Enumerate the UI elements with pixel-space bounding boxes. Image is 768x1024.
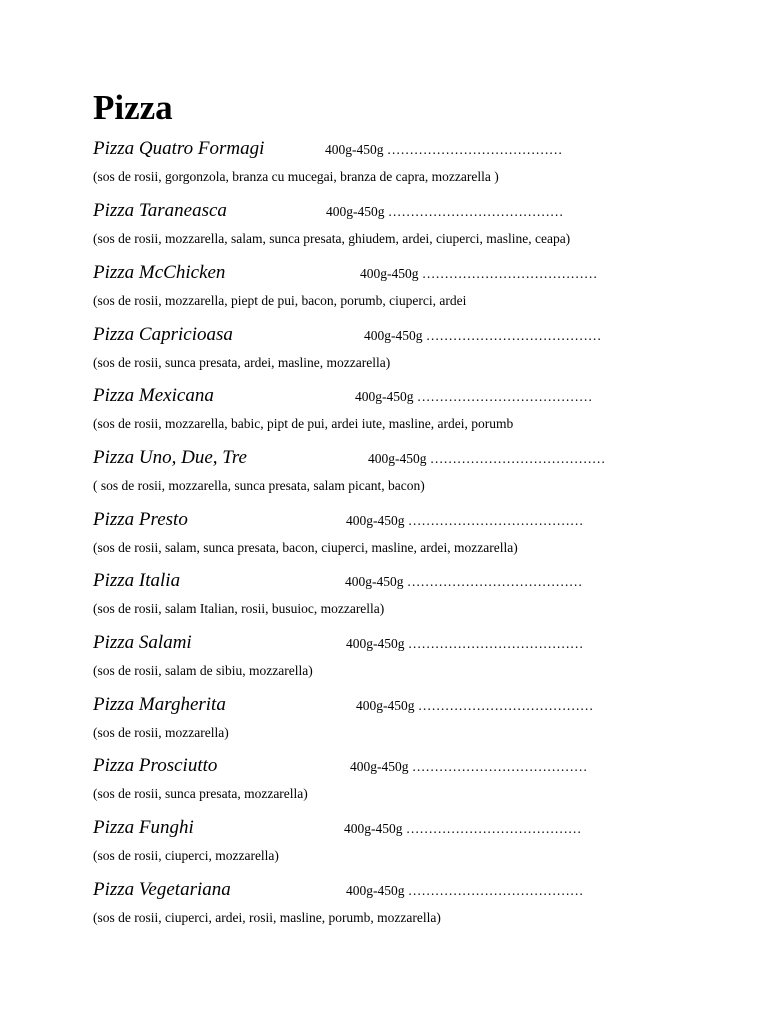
pizza-ingredients: ( sos de rosii, mozzarella, sunca presata, salam picant, bacon) bbox=[93, 478, 425, 493]
pizza-weight: 400g-450g ………………………………… bbox=[350, 759, 588, 774]
menu-item bbox=[93, 816, 753, 872]
menu-item bbox=[93, 199, 753, 255]
pizza-ingredients: (sos de rosii, gorgonzola, branza cu mucegai, branza de capra, mozzarella ) bbox=[93, 169, 499, 184]
menu-item bbox=[93, 384, 753, 440]
pizza-name: Pizza Mexicana bbox=[93, 385, 214, 406]
menu-item bbox=[93, 508, 753, 564]
pizza-name: Pizza Capricioasa bbox=[93, 324, 233, 345]
pizza-weight: 400g-450g ………………………………… bbox=[346, 636, 584, 651]
pizza-name: Pizza McChicken bbox=[93, 262, 226, 283]
pizza-weight: 400g-450g ………………………………… bbox=[325, 142, 563, 157]
pizza-name: Pizza Presto bbox=[93, 509, 188, 530]
pizza-ingredients: (sos de rosii, salam, sunca presata, bacon, ciuperci, masline, ardei, mozzarella) bbox=[93, 540, 518, 555]
pizza-ingredients: (sos de rosii, salam Italian, rosii, busuioc, mozzarella) bbox=[93, 601, 385, 616]
menu-heading: Pizza bbox=[93, 88, 173, 127]
pizza-ingredients: (sos de rosii, mozzarella) bbox=[93, 725, 229, 740]
pizza-ingredients: (sos de rosii, sunca presata, mozzarella) bbox=[93, 786, 308, 801]
menu-item bbox=[93, 693, 753, 749]
pizza-name: Pizza Italia bbox=[93, 570, 181, 591]
pizza-ingredients: (sos de rosii, ciuperci, ardei, rosii, masline, porumb, mozzarella) bbox=[93, 910, 441, 925]
pizza-name: Pizza Taraneasca bbox=[93, 200, 227, 221]
pizza-weight: 400g-450g ………………………………… bbox=[346, 883, 584, 898]
pizza-weight: 400g-450g ………………………………… bbox=[368, 451, 606, 466]
menu-item bbox=[93, 261, 753, 317]
pizza-name: Pizza Funghi bbox=[93, 817, 194, 838]
pizza-name: Pizza Vegetariana bbox=[93, 879, 231, 900]
pizza-weight: 400g-450g ………………………………… bbox=[344, 821, 582, 836]
pizza-weight: 400g-450g ………………………………… bbox=[345, 574, 583, 589]
pizza-weight: 400g-450g ………………………………… bbox=[364, 328, 602, 343]
pizza-name: Pizza Prosciutto bbox=[93, 755, 218, 776]
menu-item bbox=[93, 878, 753, 934]
pizza-ingredients: (sos de rosii, sunca presata, ardei, masline, mozzarella) bbox=[93, 355, 391, 370]
pizza-ingredients: (sos de rosii, ciuperci, mozzarella) bbox=[93, 848, 279, 863]
pizza-ingredients: (sos de rosii, salam de sibiu, mozzarella) bbox=[93, 663, 313, 678]
menu-item bbox=[93, 137, 753, 193]
pizza-ingredients: (sos de rosii, mozzarella, salam, sunca presata, ghiudem, ardei, ciuperci, masline, ceapa) bbox=[93, 231, 571, 246]
menu-item bbox=[93, 446, 753, 502]
pizza-weight: 400g-450g ………………………………… bbox=[326, 204, 564, 219]
pizza-weight: 400g-450g ………………………………… bbox=[360, 266, 598, 281]
pizza-name: Pizza Margherita bbox=[93, 694, 226, 715]
pizza-ingredients: (sos de rosii, mozzarella, babic, pipt de pui, ardei iute, masline, ardei, porumb bbox=[93, 416, 514, 431]
menu-item bbox=[93, 323, 753, 379]
menu-item bbox=[93, 631, 753, 687]
pizza-ingredients: (sos de rosii, mozzarella, piept de pui, bacon, porumb, ciuperci, ardei bbox=[93, 293, 467, 308]
menu-item bbox=[93, 754, 753, 810]
pizza-weight: 400g-450g ………………………………… bbox=[355, 389, 593, 404]
pizza-name: Pizza Uno, Due, Tre bbox=[93, 447, 247, 468]
pizza-name: Pizza Salami bbox=[93, 632, 192, 653]
pizza-weight: 400g-450g ………………………………… bbox=[356, 698, 594, 713]
menu-item bbox=[93, 569, 753, 625]
pizza-weight: 400g-450g ………………………………… bbox=[346, 513, 584, 528]
pizza-name: Pizza Quatro Formagi bbox=[93, 138, 265, 159]
